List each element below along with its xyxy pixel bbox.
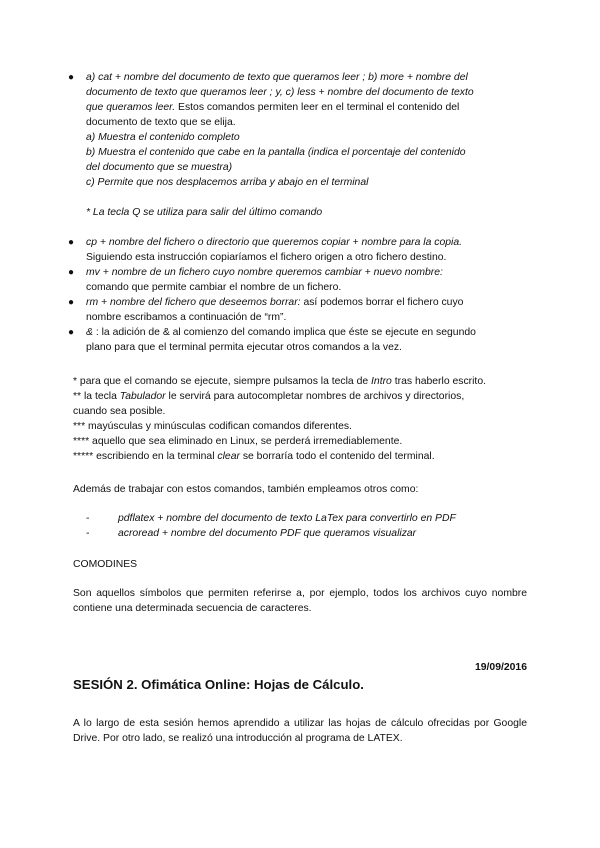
bullet-line	[86, 325, 528, 340]
text-run: del documento que se muestra)	[86, 162, 233, 173]
text-run: &	[86, 327, 93, 338]
blank-line	[86, 220, 528, 235]
dash-marker: -	[86, 513, 90, 524]
text-run: : la adición de & al comienzo del comando implica que éste se ejecute en segundo	[92, 327, 476, 338]
bullet-line	[86, 145, 528, 160]
text-run: Tabulador	[119, 391, 166, 402]
text-run: nombre escribamos a continuación de “rm”.	[86, 312, 287, 323]
comodines-paragraph: Son aquellos símbolos que permiten referirse a, por ejemplo, todos los archivos cuyo nombre contiene una determinada secuencia de caracteres.	[73, 588, 527, 614]
text-run: documento de texto que se elija.	[86, 117, 236, 128]
footnote-line	[73, 374, 533, 389]
bullet-line	[86, 250, 528, 265]
session-date: 19/09/2016	[474, 662, 527, 673]
text-run: que queramos leer.	[86, 102, 176, 113]
bullet-line	[86, 160, 528, 175]
text-run: *** mayúsculas y minúsculas codifican comandos diferentes.	[73, 421, 352, 432]
text-run: b) Muestra el contenido que cabe en la pantalla (indica el porcentaje del contenido	[86, 147, 466, 158]
text-run: ** la tecla	[73, 391, 120, 402]
text-run: Estos comandos permiten leer en el terminal el contenido del	[175, 102, 460, 113]
footnote-line	[73, 449, 533, 464]
other-commands-list	[86, 511, 526, 541]
bullet-line	[86, 100, 528, 115]
bullet-line	[86, 340, 528, 355]
list-item	[86, 526, 526, 541]
text-run: le servirá para autocompletar nombres de archivos y directorios,	[165, 391, 465, 402]
bullet-line	[86, 310, 528, 325]
bullet-line	[86, 175, 528, 190]
text-run: documento de texto que queramos leer ; y, c) less + nombre del documento de texto	[86, 87, 474, 98]
text-run: plano para que el terminal permita ejecutar otros comandos a la vez.	[86, 342, 402, 353]
command-bullet	[68, 70, 528, 235]
session-paragraph: A lo largo de esta sesión hemos aprendido a utilizar las hojas de cálculo ofrecidas por Google Drive. Por otro lado, se realizó una introducción al programa de LATEX.	[73, 718, 527, 744]
footnote-line	[73, 389, 533, 404]
text-run: así podemos borrar el fichero cuyo	[300, 297, 464, 308]
text-run: * La tecla Q se utiliza para salir del último comando	[86, 207, 323, 218]
text-run: comando que permite cambiar el nombre de un fichero.	[86, 282, 342, 293]
comodines-heading: COMODINES	[73, 559, 138, 570]
bullet-line	[86, 280, 528, 295]
bullet-line	[86, 115, 528, 130]
text-run: * para que el comando se ejecute, siempre pulsamos la tecla de	[73, 376, 372, 387]
command-bullet	[68, 295, 528, 325]
bullet-dot-icon: ●	[68, 267, 75, 278]
text-run: cp + nombre del fichero o directorio que queremos copiar + nombre para la copia.	[86, 237, 463, 248]
text-run: rm + nombre del fichero que deseemos borrar:	[86, 297, 301, 308]
bullet-dot-icon: ●	[68, 327, 75, 338]
bullet-line	[86, 130, 528, 145]
text-run: **** aquello que sea eliminado en Linux, se perderá irremediablemente.	[73, 436, 403, 447]
text-run: Siguiendo esta instrucción copiaríamos el fichero origen a otro fichero destino.	[86, 252, 447, 263]
dash-marker: -	[86, 528, 90, 539]
bullet-line	[86, 295, 528, 310]
text-run: tras haberlo escrito.	[391, 376, 486, 387]
footnote-line	[73, 419, 533, 434]
blank-line	[86, 190, 528, 205]
list-item-text: pdflatex + nombre del documento de texto LaTex para convertirlo en PDF	[118, 513, 456, 524]
text-run: clear	[217, 451, 240, 462]
bullet-line	[86, 205, 528, 220]
command-bullet-list	[68, 70, 528, 355]
text-run: Intro	[371, 376, 392, 387]
text-run: a) Muestra el contenido completo	[86, 132, 240, 143]
bullet-line	[86, 70, 528, 85]
command-bullet	[68, 265, 528, 295]
text-run: a) cat + nombre del documento de texto que queramos leer ; b) more + nombre del	[86, 72, 468, 83]
text-run: c) Permite que nos desplacemos arriba y abajo en el terminal	[86, 177, 369, 188]
footnote-line	[73, 434, 533, 449]
text-run: cuando sea posible.	[73, 406, 166, 417]
text-run: mv + nombre de un fichero cuyo nombre queremos cambiar + nuevo nombre:	[86, 267, 443, 278]
command-bullet	[68, 235, 528, 265]
list-item-text: acroread + nombre del documento PDF que queramos visualizar	[118, 528, 417, 539]
list-item	[86, 511, 526, 526]
bullet-line	[86, 85, 528, 100]
command-bullet	[68, 325, 528, 355]
footnotes	[73, 374, 533, 464]
bullet-dot-icon: ●	[68, 237, 75, 248]
bullet-dot-icon: ●	[68, 72, 75, 83]
bullet-line	[86, 265, 528, 280]
session-title: SESIÓN 2. Ofimática Online: Hojas de Cálculo.	[73, 677, 364, 692]
text-run: se borraría todo el contenido del terminal.	[239, 451, 435, 462]
footnote-line	[73, 404, 533, 419]
text-run: ***** escribiendo en la terminal	[73, 451, 218, 462]
bullet-line	[86, 235, 528, 250]
bullet-dot-icon: ●	[68, 297, 75, 308]
other-commands-intro: Además de trabajar con estos comandos, también empleamos otros como:	[73, 484, 419, 495]
